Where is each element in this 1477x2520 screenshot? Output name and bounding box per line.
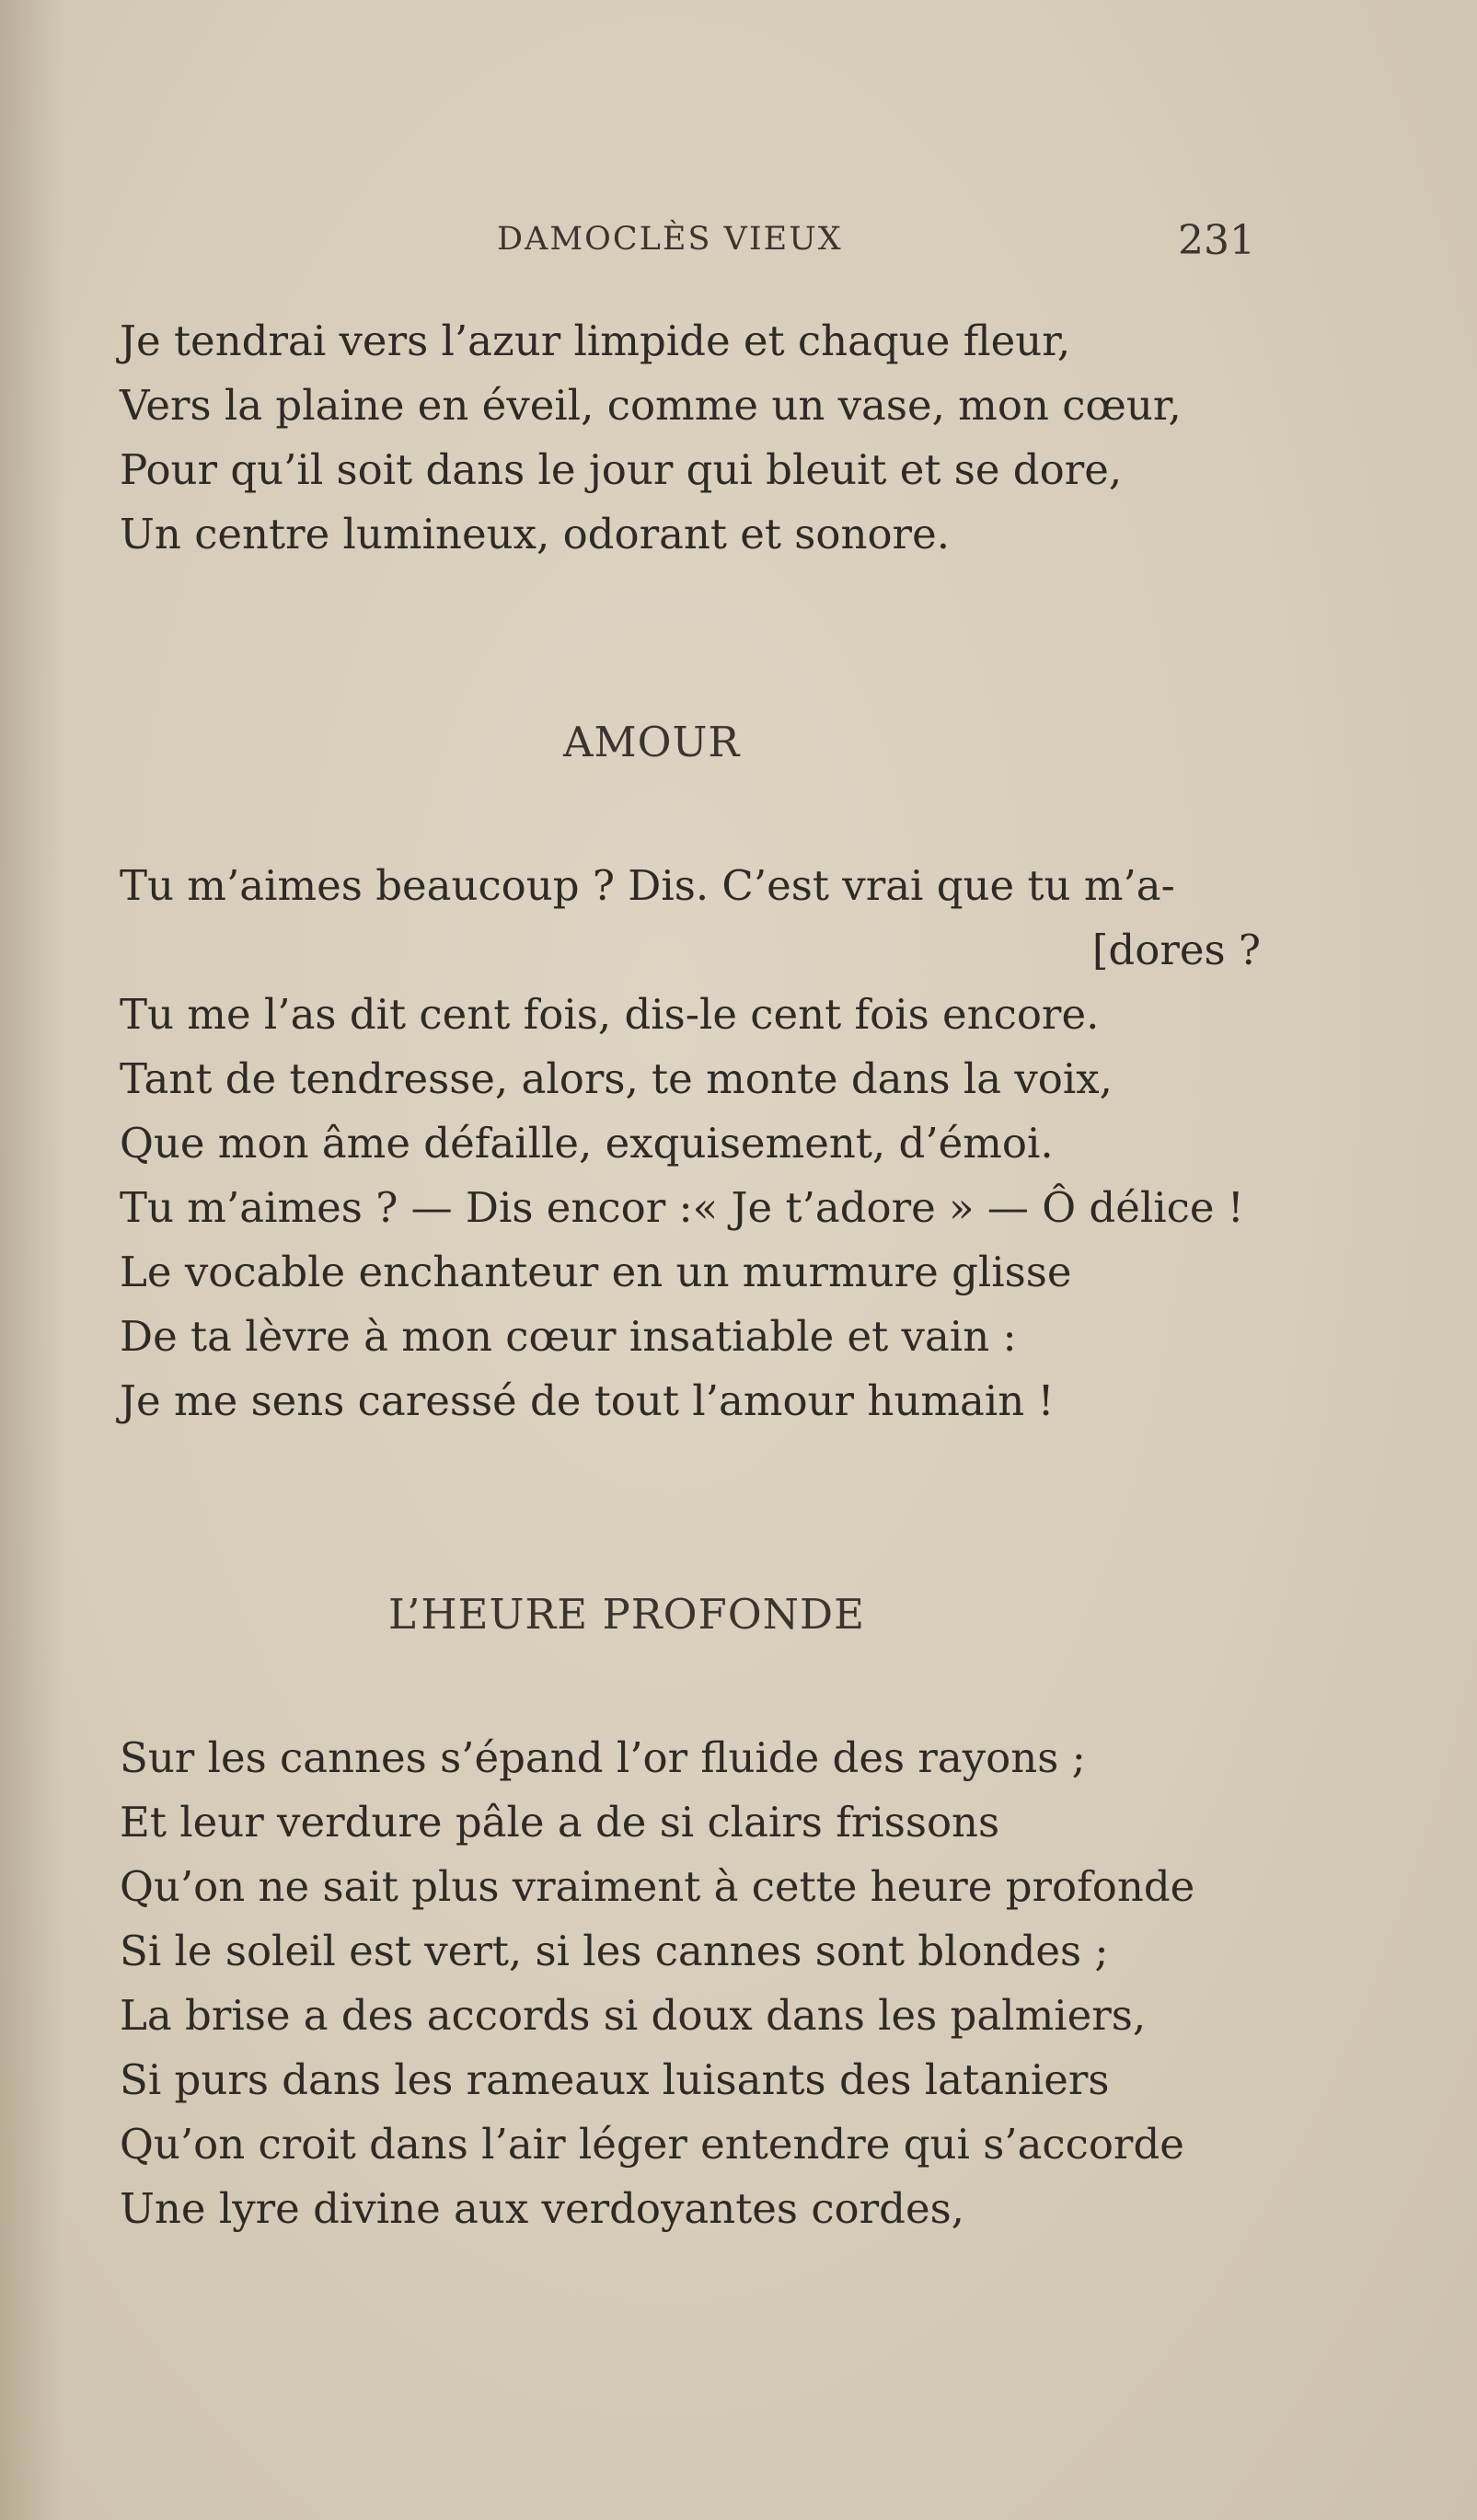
verse-line: Je me sens caressé de tout l’amour humain ! [120, 1376, 1055, 1425]
poem-amour-stanza [120, 854, 1298, 1433]
verse-line-continuation: [dores ? [1091, 926, 1261, 974]
verse-line: Le vocable enchanteur en un murmure glisse [120, 1248, 1072, 1296]
verse-line: Sur les cannes s’épand l’or fluide des rayons ; [120, 1733, 1086, 1782]
page-number: 231 [1178, 217, 1255, 264]
page-edge-shadow [0, 0, 64, 2520]
verse-line: Tu m’aimes beaucoup ? Dis. C’est vrai que tu m’a- [120, 861, 1175, 910]
poem-title-amour: AMOUR [563, 718, 741, 766]
poem-fragment-stanza [120, 309, 1298, 567]
verse-line: Que mon âme défaille, exquisement, d’émoi. [120, 1119, 1054, 1168]
verse-line: La brise a des accords si doux dans les palmiers, [120, 1991, 1147, 2040]
verse-line: Tu m’aimes ? — Dis encor :« Je t’adore » — Ô délice ! [120, 1183, 1244, 1232]
verse-line: Pour qu’il soit dans le jour qui bleuit et se dore, [120, 445, 1123, 494]
running-title: DAMOCLÈS VIEUX [497, 221, 843, 258]
verse-line: Un centre lumineux, odorant et sonore. [120, 510, 950, 558]
poem-title-heure-profonde: L’HEURE PROFONDE [388, 1590, 865, 1639]
verse-line: Je tendrai vers l’azur limpide et chaque fleur, [120, 316, 1071, 365]
verse-line: De ta lèvre à mon cœur insatiable et vain : [120, 1312, 1017, 1361]
poem-heure-profonde-stanza [120, 1726, 1298, 2241]
verse-line: Si purs dans les rameaux luisants des lataniers [120, 2055, 1110, 2104]
verse-line: Une lyre divine aux verdoyantes cordes, [120, 2184, 964, 2233]
verse-line: Tu me l’as dit cent fois, dis-le cent fois encore. [120, 990, 1100, 1039]
verse-line: Vers la plaine en éveil, comme un vase, mon cœur, [120, 381, 1182, 430]
verse-line: Si le soleil est vert, si les cannes sont blondes ; [120, 1927, 1109, 1975]
verse-line: Tant de tendresse, alors, te monte dans la voix, [120, 1054, 1113, 1103]
verse-line: Qu’on croit dans l’air léger entendre qui s’accorde [120, 2120, 1184, 2169]
verse-line: Et leur verdure pâle a de si clairs frissons [120, 1798, 1000, 1847]
verse-line: Qu’on ne sait plus vraiment à cette heure profonde [120, 1862, 1195, 1911]
